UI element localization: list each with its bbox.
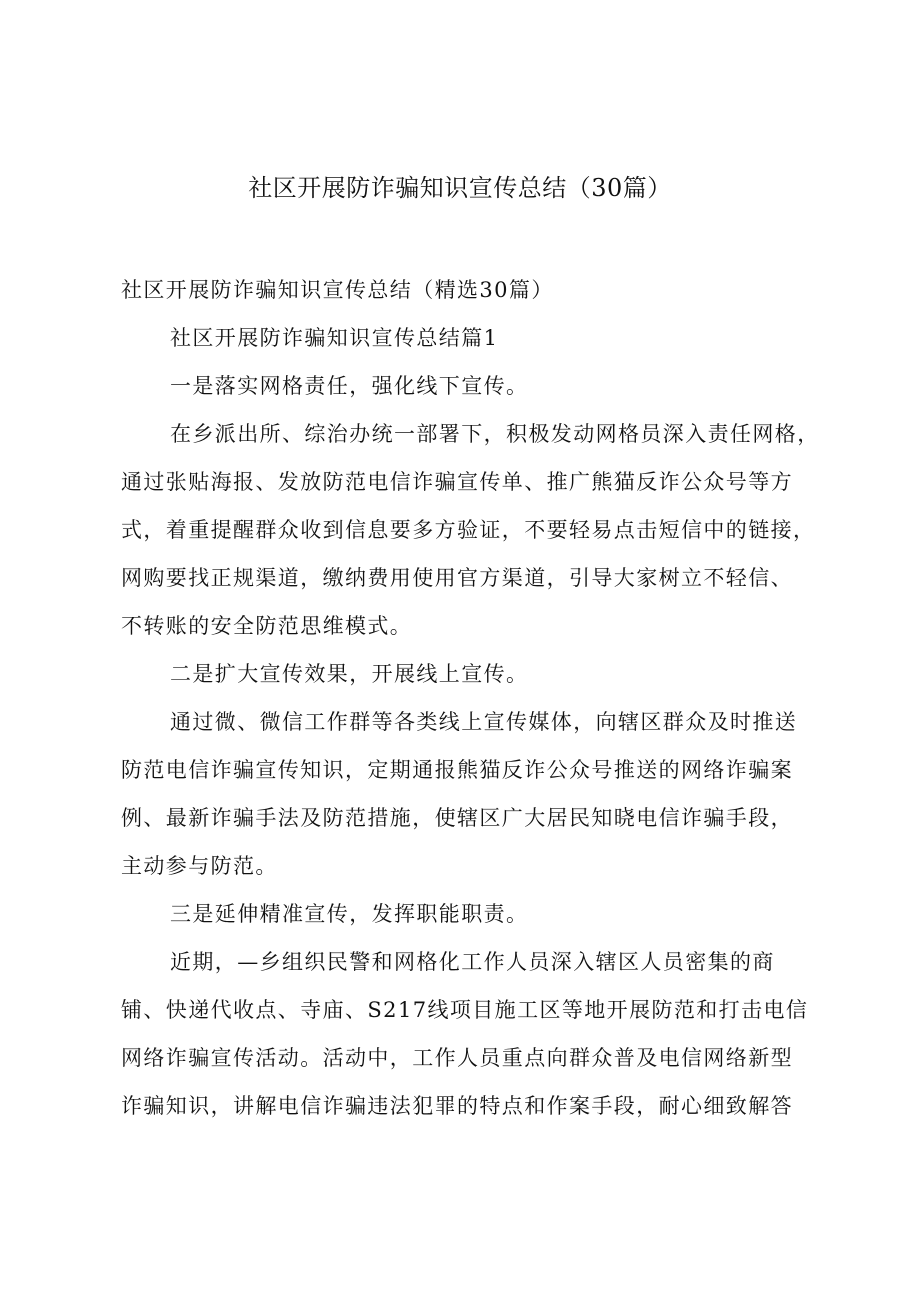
section-heading-3: 三是延伸精准宣传，发挥职能职责。 bbox=[170, 902, 529, 926]
paragraph-1-line-2: 通过张贴海报、发放防范电信诈骗宣传单、推广熊猫反诈公众号等方 bbox=[121, 470, 793, 494]
paragraph-2-line-1: 通过微、微信工作群等各类线上宣传媒体，向辖区群众及时推送 bbox=[170, 710, 798, 734]
section-heading-2: 二是扩大宣传效果，开展线上宣传。 bbox=[170, 662, 529, 686]
paragraph-2-line-2: 防范电信诈骗宣传知识，定期通报熊猫反诈公众号推送的网络诈骗案 bbox=[121, 758, 793, 782]
paragraph-1-line-1: 在乡派出所、综治办统一部署下，积极发动网格员深入责任网格， bbox=[170, 422, 820, 446]
paragraph-2-line-4: 主动参与防范。 bbox=[121, 854, 278, 878]
section-heading-1: 一是落实网格责任，强化线下宣传。 bbox=[170, 374, 529, 398]
section-title: 社区开展防诈骗知识宣传总结篇1 bbox=[170, 326, 499, 350]
paragraph-1-line-4: 网购要找正规渠道，缴纳费用使用官方渠道，引导大家树立不轻信、 bbox=[121, 566, 793, 590]
document-title: 社区开展防诈骗知识宣传总结（30篇） bbox=[248, 174, 672, 202]
document-subtitle: 社区开展防诈骗知识宣传总结（精选30篇） bbox=[121, 278, 554, 302]
paragraph-1-line-5: 不转账的安全防范思维模式。 bbox=[121, 614, 413, 638]
paragraph-3-line-2: 铺、快递代收点、寺庙、S217线项目施工区等地开展防范和打击电信 bbox=[121, 998, 809, 1022]
paragraph-3-line-4: 诈骗知识，讲解电信诈骗违法犯罪的特点和作案手段，耐心细致解答 bbox=[121, 1094, 793, 1118]
paragraph-1-line-3: 式，着重提醒群众收到信息要多方验证，不要轻易点击短信中的链接， bbox=[121, 518, 816, 542]
paragraph-3-line-3: 网络诈骗宣传活动。活动中，工作人员重点向群众普及电信网络新型 bbox=[121, 1046, 793, 1070]
paragraph-2-line-3: 例、最新诈骗手法及防范措施，使辖区广大居民知晓电信诈骗手段， bbox=[121, 806, 793, 830]
paragraph-3-line-1: 近期，—乡组织民警和网格化工作人员深入辖区人员密集的商 bbox=[170, 950, 775, 974]
